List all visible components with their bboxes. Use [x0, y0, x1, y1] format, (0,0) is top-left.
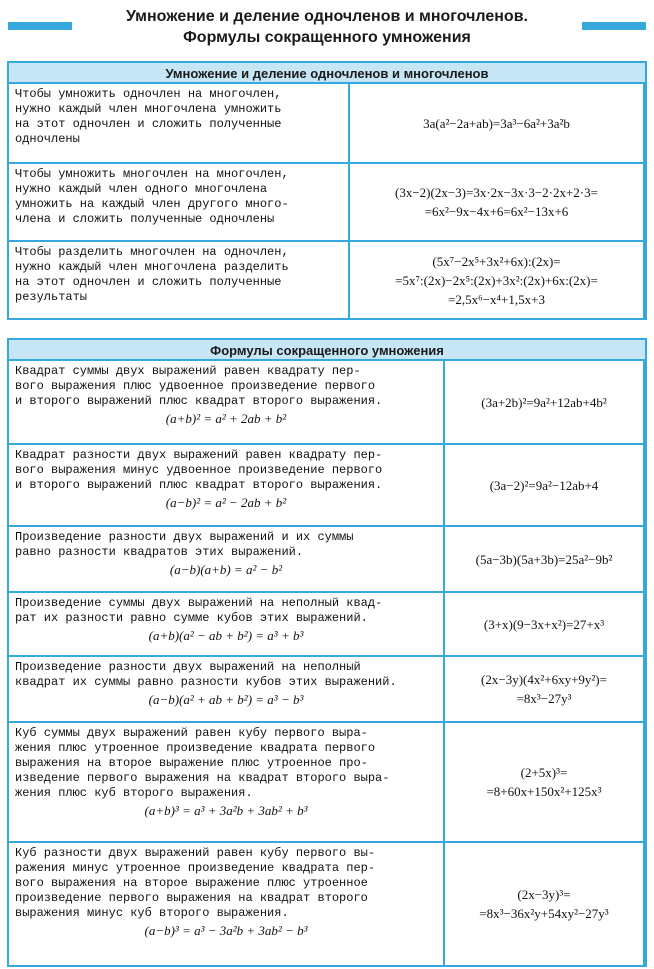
rule-text — [9, 593, 443, 655]
rule-line: Чтобы умножить многочлен на многочлен, — [15, 167, 289, 181]
rule-line: произведение первого выражения на квадрат второго — [15, 891, 368, 905]
table-row — [9, 723, 645, 841]
table-row — [9, 164, 645, 240]
page-title-line-2: Формулы сокращенного умножения — [183, 29, 471, 46]
title-accent-bar-left — [8, 22, 72, 30]
example-line: (3a+2b)²=9a²+12ab+4b² — [481, 394, 607, 410]
rule-line: результаты — [15, 290, 88, 304]
rule-line: выражения минус куб второго выражения. — [15, 906, 289, 920]
rule-line: выражения на второе выражение плюс утроенное про- — [15, 756, 368, 770]
title-accent-bar-right — [582, 22, 646, 30]
rule-text — [9, 445, 443, 525]
rule-line: ражения минус утроенное произведение квадрата пер- — [15, 861, 376, 875]
example-line: =2,5x⁶−x⁴+1,5x+3 — [448, 291, 545, 307]
section-heading: Формулы сокращенного умножения — [9, 340, 645, 361]
rule-line: на этот одночлен и сложить полученные — [15, 275, 282, 289]
rule-line: Куб суммы двух выражений равен кубу первого выра- — [15, 726, 368, 740]
rule-line: одночлены — [15, 132, 80, 146]
example — [445, 445, 643, 525]
table-row — [9, 242, 645, 318]
formula: (a+b)² = a² + 2ab + b² — [165, 411, 287, 426]
rule-line: нужно каждый член многочлена разделить — [15, 260, 289, 274]
rule-line: Произведение суммы двух выражений на неполный квад- — [15, 596, 383, 610]
formula: (a−b)³ = a³ − 3a²b + 3ab² − b³ — [144, 923, 308, 938]
rule-line: нужно каждый член многочлена умножить — [15, 102, 282, 116]
table-row — [9, 527, 645, 591]
rule-text — [9, 723, 443, 841]
rule-line: нужно каждый член одного многочлена — [15, 182, 268, 196]
example — [445, 361, 643, 443]
example — [445, 593, 643, 655]
rule-line: рат их разности равно сумме кубов этих выражений. — [15, 611, 368, 625]
rule-text — [9, 361, 443, 443]
example-line: (3x−2)(2x−3)=3x·2x−3x·3−2·2x+2·3= — [395, 185, 598, 200]
example-line: (2+5x)³= — [520, 765, 568, 780]
rule-line: жения плюс куб второго выражения. — [15, 786, 253, 800]
example-line: (5a−3b)(5a+3b)=25a²−9b² — [475, 551, 613, 567]
rule-line: и второго выражений плюс квадрат второго выражения. — [15, 478, 383, 492]
example-line: (2x−3y)³= — [517, 887, 571, 902]
example — [445, 843, 643, 965]
page-title-line-1: Умножение и деление одночленов и многочленов. — [126, 8, 528, 25]
section-multiplication-division — [7, 61, 647, 320]
section-heading: Умножение и деление одночленов и многочленов — [9, 63, 645, 84]
rule-line: Чтобы разделить многочлен на одночлен, — [15, 245, 289, 259]
example-line: =5x⁷:(2x)−2x⁵:(2x)+3x²:(2x)+6x:(2x)= — [395, 272, 598, 288]
rule-line: равно разности квадратов этих выражений. — [15, 545, 304, 559]
table-row — [9, 84, 645, 162]
example — [445, 527, 643, 591]
example — [350, 84, 643, 162]
example-line: =8x³−27y³ — [516, 691, 572, 706]
rule-line: Куб разности двух выражений равен кубу первого вы- — [15, 846, 376, 860]
table-row — [9, 361, 645, 443]
example-line: 3a(a²−2a+ab)=3a³−6a²+3a²b — [423, 115, 570, 131]
example — [350, 242, 643, 318]
rule-text — [9, 242, 348, 318]
formula: (a−b)² = a² − 2ab + b² — [165, 495, 287, 510]
example-line: =6x²−9x−4x+6=6x²−13x+6 — [424, 204, 569, 219]
rule-line: Чтобы умножить одночлен на многочлен, — [15, 87, 282, 101]
rule-line: и второго выражений плюс квадрат второго выражения. — [15, 394, 383, 408]
formula: (a−b)(a² + ab + b²) = a³ − b³ — [148, 692, 304, 707]
rule-line: вого выражения минус удвоенное произведение первого — [15, 463, 383, 477]
table-row — [9, 843, 645, 965]
formula: (a−b)(a+b) = a² − b² — [169, 562, 283, 577]
rule-text — [9, 164, 348, 240]
rule-line: вого выражения на второе выражение плюс утроенное — [15, 876, 368, 890]
page-title — [80, 6, 574, 48]
example-line: =8+60x+150x²+125x³ — [486, 784, 602, 799]
table-row — [9, 445, 645, 525]
rule-line: члена и сложить полученные одночлены — [15, 212, 275, 226]
table-row — [9, 593, 645, 655]
example-line: (3a−2)²=9a²−12ab+4 — [489, 477, 599, 493]
rule-line: на этот одночлен и сложить полученные — [15, 117, 282, 131]
rule-line: Произведение разности двух выражений на неполный — [15, 660, 361, 674]
formula: (a+b)(a² − ab + b²) = a³ + b³ — [148, 628, 304, 643]
rule-text — [9, 84, 348, 162]
rule-line: квадрат их суммы равно разности кубов этих выражений. — [15, 675, 397, 689]
rule-text — [9, 843, 443, 965]
example — [445, 723, 643, 841]
example-line: =8x³−36x²y+54xy²−27y³ — [479, 906, 609, 921]
table-row — [9, 657, 645, 721]
section-abridged-multiplication-formulas — [7, 338, 647, 967]
rule-line: умножить на каждый член другого много- — [15, 197, 289, 211]
example-line: (5x⁷−2x⁵+3x²+6x):(2x)= — [432, 253, 561, 269]
example — [445, 657, 643, 721]
rule-text — [9, 527, 443, 591]
rule-line: Квадрат разности двух выражений равен квадрату пер- — [15, 448, 383, 462]
rule-text — [9, 657, 443, 721]
rule-line: вого выражения плюс удвоенное произведение первого — [15, 379, 376, 393]
rule-line: Квадрат суммы двух выражений равен квадрату пер- — [15, 364, 361, 378]
formula: (a+b)³ = a³ + 3a²b + 3ab² + b³ — [144, 803, 308, 818]
rule-line: изведение первого выражения на квадрат второго выра- — [15, 771, 390, 785]
example-line: (3+x)(9−3x+x²)=27+x³ — [483, 616, 605, 632]
rule-line: Произведение разности двух выражений и их суммы — [15, 530, 354, 544]
rule-line: жения плюс утроенное произведение квадрата первого — [15, 741, 376, 755]
example — [350, 164, 643, 240]
example-line: (2x−3y)(4x²+6xy+9y²)= — [481, 672, 607, 687]
